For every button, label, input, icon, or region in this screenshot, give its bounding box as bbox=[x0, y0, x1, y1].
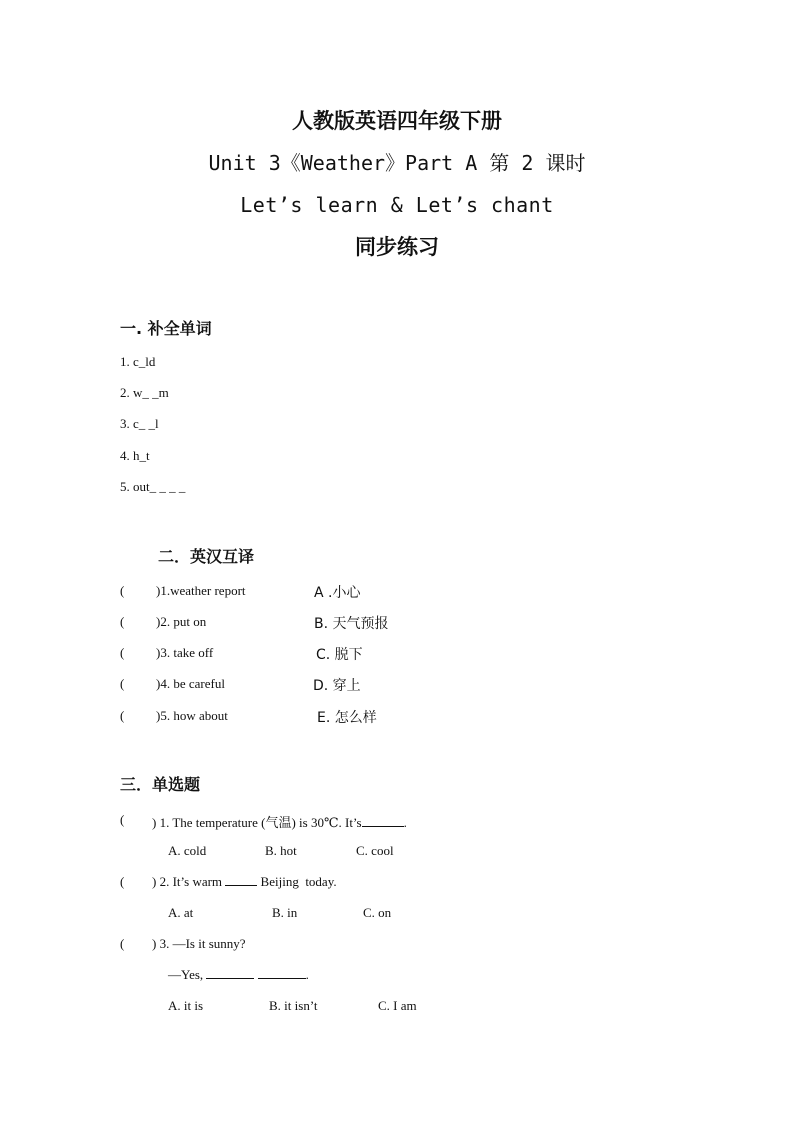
question-stem bbox=[152, 874, 337, 890]
option-a: A. cold bbox=[168, 843, 207, 858]
answer-option: D. 穿上 bbox=[313, 678, 361, 694]
title-practice: 同步练习 bbox=[355, 235, 439, 259]
list-item: 4. h_t bbox=[120, 448, 150, 463]
question-term: )4. be careful bbox=[156, 676, 225, 691]
question-stem bbox=[152, 812, 407, 831]
answer-paren: ( bbox=[120, 645, 125, 660]
question-text-end: Beijing today. bbox=[260, 874, 337, 889]
list-item: 3. c_ _l bbox=[120, 416, 159, 431]
answer-paren: ( bbox=[120, 676, 125, 691]
answer-option: E. 怎么样 bbox=[317, 710, 377, 726]
section1-heading: 一. 补全单词 bbox=[120, 319, 212, 338]
question-stem: ) 3. —Is it sunny? bbox=[152, 936, 246, 951]
question-term: )1.weather report bbox=[156, 583, 246, 598]
answer-option: C. 脱下 bbox=[316, 647, 363, 663]
question-term: )3. take off bbox=[156, 645, 214, 660]
title-textbook: 人教版英语四年级下册 bbox=[292, 109, 502, 133]
question-text-end: . bbox=[403, 815, 407, 830]
option-b: B. it isn’t bbox=[269, 998, 318, 1013]
answer-option: B. 天气预报 bbox=[314, 616, 389, 632]
answer-blank[interactable] bbox=[362, 815, 404, 827]
question-text: ) 2. It’s warm bbox=[152, 874, 223, 889]
answer-paren: ( bbox=[120, 614, 125, 629]
list-item: 2. w_ _m bbox=[120, 385, 169, 400]
option-a: A. at bbox=[168, 905, 194, 920]
option-b: B. hot bbox=[265, 843, 297, 858]
answer-blank[interactable] bbox=[258, 967, 306, 979]
answer-paren: ( bbox=[120, 936, 125, 951]
title-block bbox=[0, 100, 794, 268]
answer-paren: ( bbox=[120, 874, 125, 889]
list-item: 5. out_ _ _ _ bbox=[120, 479, 186, 494]
section2-heading: 二．英汉互译 bbox=[158, 547, 255, 566]
answer-paren: ( bbox=[120, 812, 125, 827]
option-c: C. on bbox=[363, 905, 392, 920]
reply-text: —Yes, bbox=[168, 967, 204, 982]
list-item: 1. c_ld bbox=[120, 354, 156, 369]
reply-text-end: . bbox=[305, 967, 309, 982]
option-b: B. in bbox=[272, 905, 298, 920]
question-term: )5. how about bbox=[156, 708, 228, 723]
section3-heading: 三．单选题 bbox=[120, 775, 201, 794]
option-a: A. it is bbox=[168, 998, 204, 1013]
title-unit: Unit 3《Weather》Part A 第 2 课时 bbox=[208, 151, 586, 175]
question-term: )2. put on bbox=[156, 614, 207, 629]
answer-blank[interactable] bbox=[225, 874, 257, 886]
reply-line bbox=[168, 967, 309, 983]
answer-blank[interactable] bbox=[206, 967, 254, 979]
option-c: C. I am bbox=[378, 998, 417, 1013]
answer-option: A .小心 bbox=[314, 585, 361, 601]
answer-paren: ( bbox=[120, 583, 125, 598]
option-c: C. cool bbox=[356, 843, 394, 858]
question-text: ) 1. The temperature (气温) is 30℃. It’s bbox=[152, 815, 362, 830]
title-lesson: Let’s learn & Let’s chant bbox=[240, 193, 554, 217]
answer-paren: ( bbox=[120, 708, 125, 723]
